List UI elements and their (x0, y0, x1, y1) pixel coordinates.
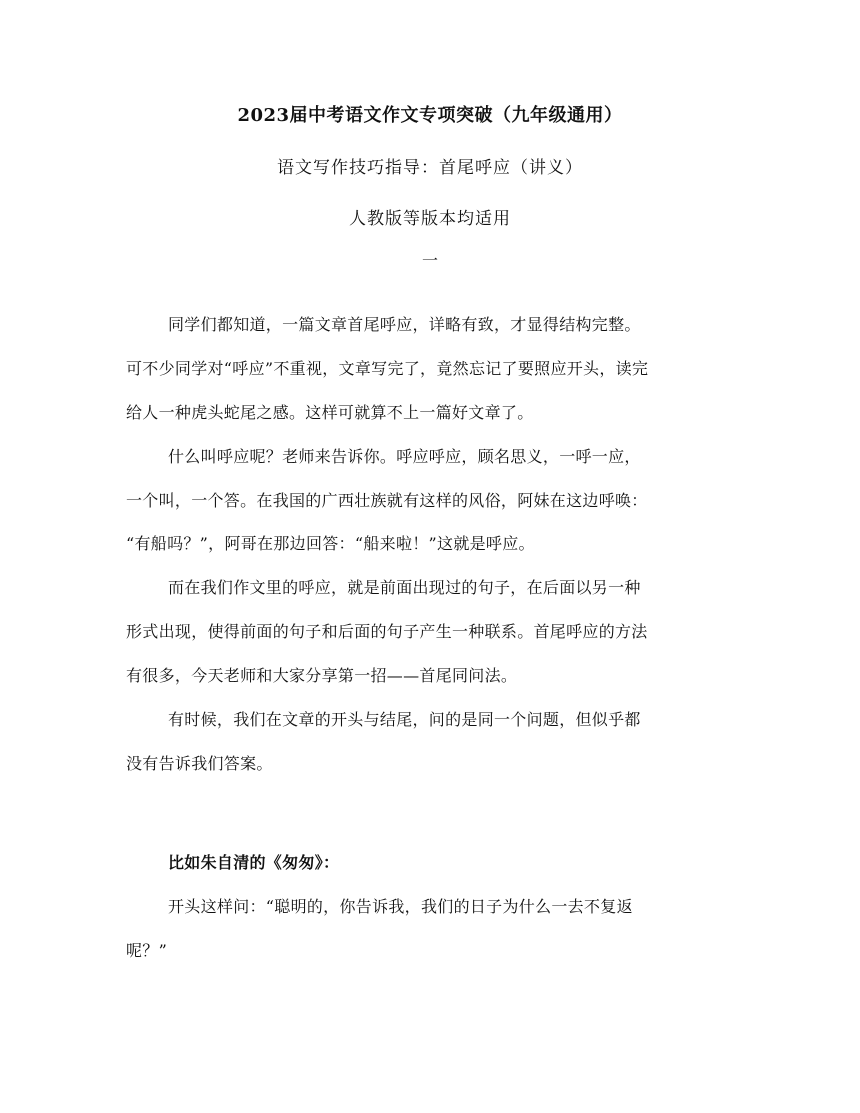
document-title: 2023届中考语文作文专项突破（九年级通用） (237, 105, 623, 126)
paragraph-line: 开头这样问：“聪明的，你告诉我，我们的日子为什么一去不复返 (168, 897, 633, 916)
applicable-editions: 人教版等版本均适用 (349, 209, 511, 229)
paragraph-line: 有时候，我们在文章的开头与结尾，问的是同一个问题，但似乎都 (168, 710, 641, 729)
paragraph-line: 可不少同学对“呼应”不重视，文章写完了，竟然忘记了要照应开头，读完 (126, 359, 649, 378)
paragraph-line: 什么叫呼应呢？老师来告诉你。呼应呼应，顾名思义，一呼一应， (168, 447, 641, 466)
paragraph-line: 呢？” (126, 941, 168, 960)
example-heading: 比如朱自清的《匆匆》： (168, 853, 340, 872)
paragraph-line: 给人一种虎头蛇尾之感。这样可就算不上一篇好文章了。 (126, 403, 534, 422)
document-subtitle: 语文写作技巧指导：首尾呼应（讲义） (277, 158, 583, 178)
section-marker: 一 (421, 251, 438, 270)
paragraph-line: 一个叫，一个答。在我国的广西壮族就有这样的风俗，阿妹在这边呼唤： (126, 491, 648, 510)
paragraph-line: 有很多，今天老师和大家分享第一招——首尾同问法。 (126, 666, 518, 685)
paragraph-line: 没有告诉我们答案。 (126, 754, 273, 773)
paragraph-line: “有船吗？”，阿哥在那边回答：“船来啦！”这就是呼应。 (126, 534, 535, 553)
paragraph-line: 同学们都知道，一篇文章首尾呼应，详略有致，才显得结构完整。 (168, 315, 641, 334)
paragraph-line: 形式出现，使得前面的句子和后面的句子产生一种联系。首尾呼应的方法 (126, 622, 648, 641)
paragraph-line: 而在我们作文里的呼应，就是前面出现过的句子，在后面以另一种 (168, 578, 641, 597)
